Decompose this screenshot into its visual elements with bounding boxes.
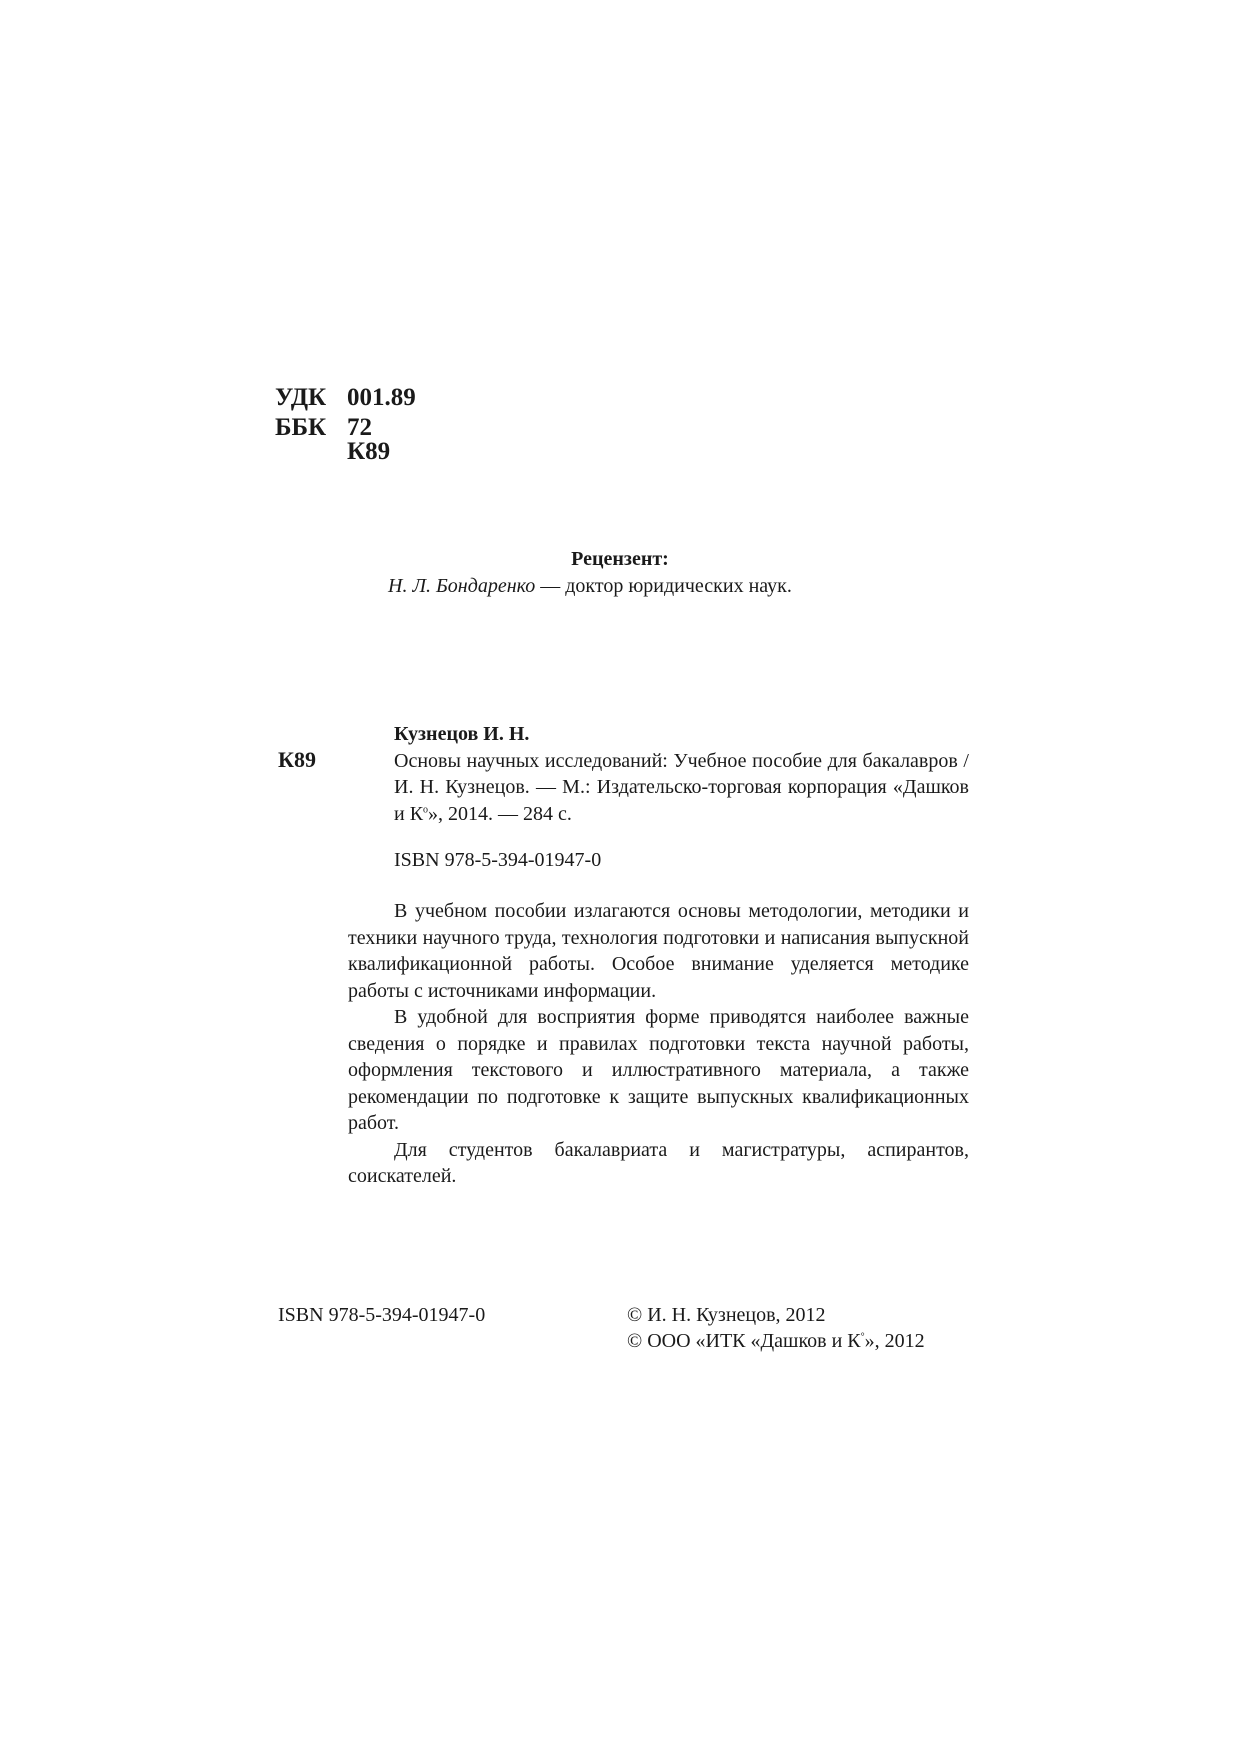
- udk-line: [275, 383, 416, 413]
- bbk-value: 72: [347, 414, 372, 441]
- record-description: Основы научных исследований: Учебное пособие для бакалавров / И. Н. Кузнецов. — М.: Издательско-торговая корпорация «Дашков и $К^о$», 2014. — 284 с.: [394, 749, 969, 825]
- udk-value: 001.89: [347, 384, 416, 411]
- record-side-code: К89: [278, 747, 316, 772]
- bbk-label: ББК: [275, 414, 327, 441]
- bibliographic-record: [394, 721, 969, 827]
- reviewer-line: [388, 573, 792, 599]
- reviewer-heading: Рецензент:: [571, 548, 669, 570]
- footer-isbn: ISBN 978-5-394-01947-0: [278, 1304, 486, 1326]
- annotation-paragraph: В учебном пособии излагаются основы методологии, методики и техники научного труда, технология подготовки и написания выпускной квалификационной работы. Особое внимание уделяется методике работы с источниками информации.: [348, 900, 969, 1002]
- record-isbn: ISBN 978-5-394-01947-0: [394, 849, 602, 871]
- udk-label: УДК: [275, 384, 327, 411]
- record-author: Кузнецов И. Н.: [394, 723, 530, 745]
- reviewer-name: Н. Л. Бондаренко: [388, 575, 536, 597]
- copyright-publisher: © ООО «ИТК «Дашков и К°», 2012: [627, 1330, 925, 1352]
- annotation-paragraph: В удобной для восприятия форме приводятся наиболее важные сведения о порядке и правилах подготовки текста научной работы, оформления текстового и иллюстративного материала, а также рекомендации по подготовке к защите выпускных квалификационных работ.: [348, 1006, 969, 1134]
- annotation: [348, 898, 969, 1190]
- reviewer-description: — доктор юридических наук.: [535, 575, 792, 597]
- author-mark: К89: [347, 438, 391, 465]
- copyright-author: © И. Н. Кузнецов, 2012: [627, 1304, 826, 1326]
- annotation-paragraph: Для студентов бакалавриата и магистратуры, аспирантов, соискателей.: [348, 1138, 969, 1187]
